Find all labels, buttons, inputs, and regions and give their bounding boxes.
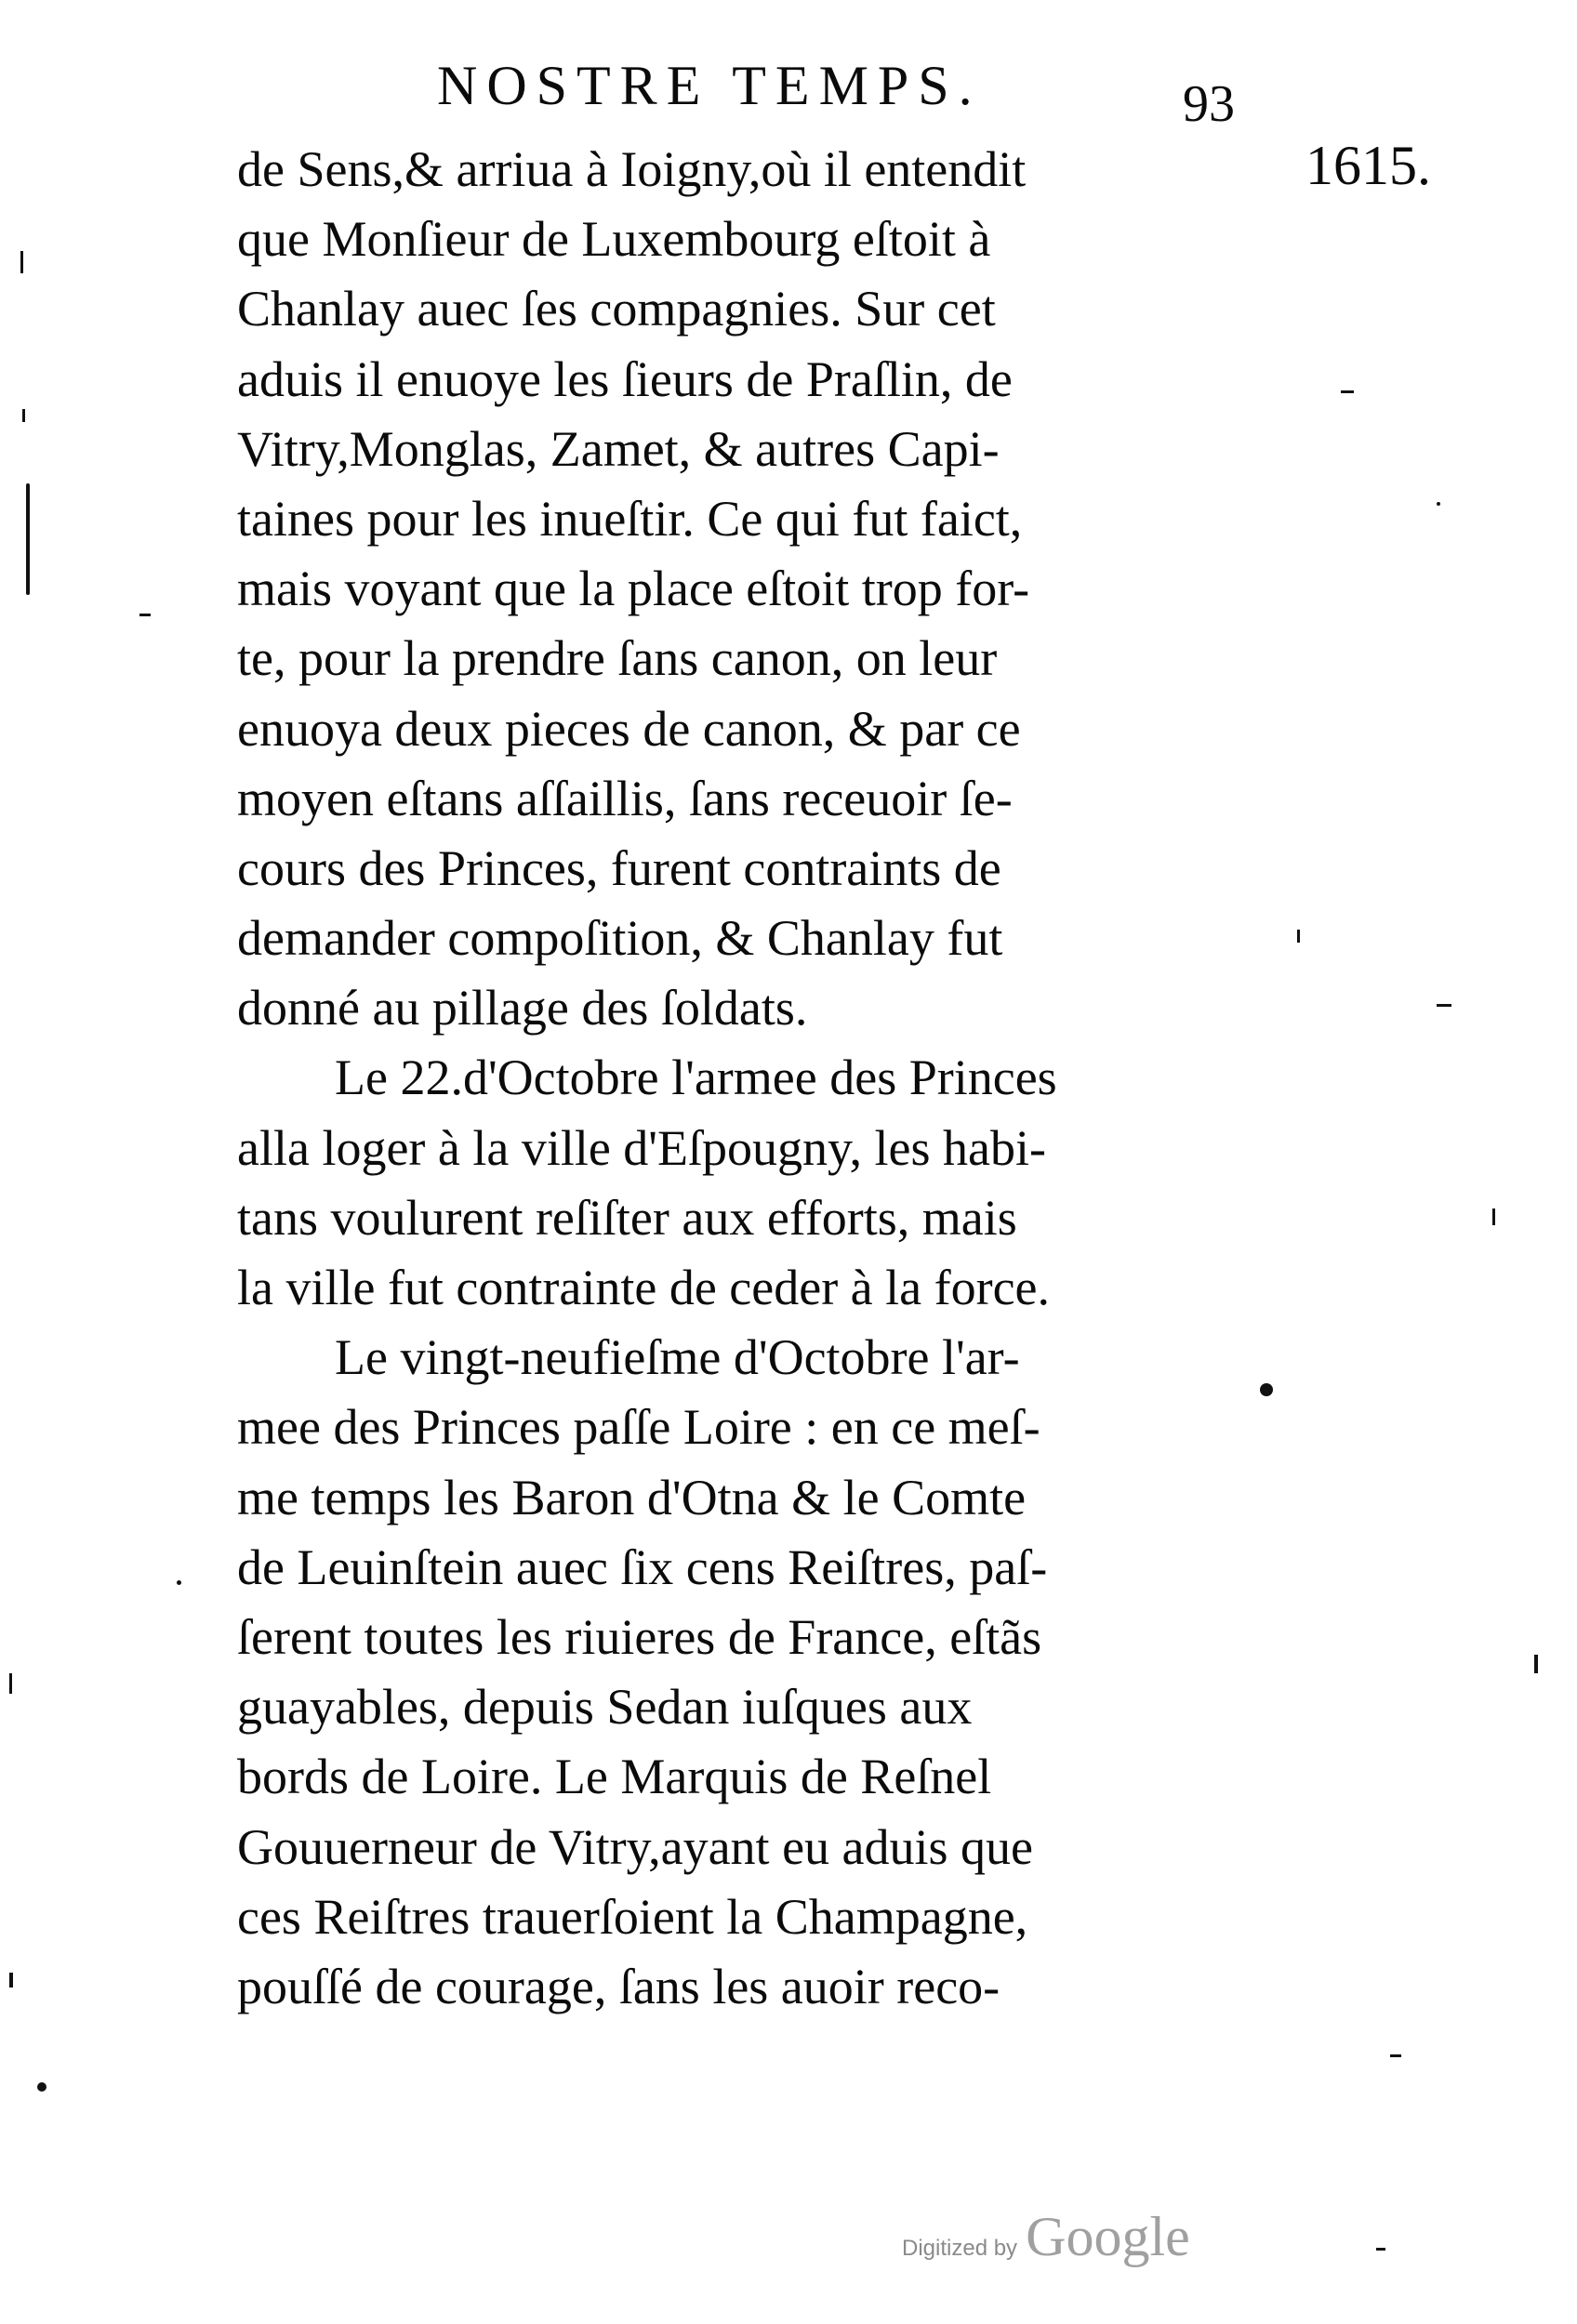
text-line: que Monſieur de Luxembourg eſtoit à — [237, 211, 991, 268]
google-logo: Google — [1026, 2206, 1190, 2267]
body-text — [237, 135, 1260, 2022]
text-line: pouſſé de courage, ſans les auoir reco- — [237, 1958, 1001, 2014]
scan-mark — [37, 2082, 46, 2092]
scan-mark — [22, 409, 25, 422]
text-line: mais voyant que la place eſtoit trop for- — [237, 561, 1030, 617]
digitized-label: Digitized by — [902, 2236, 1018, 2261]
scan-mark — [1260, 1383, 1273, 1396]
paragraph-start-line: Le vingt-neufieſme d'Octobre l'ar- — [335, 1329, 1020, 1386]
scan-mark — [1376, 2248, 1385, 2251]
text-line: te, pour la prendre ſans canon, on leur — [237, 630, 998, 687]
text-line: Chanlay auec ſes compagnies. Sur cet — [237, 281, 996, 337]
scan-mark — [1437, 502, 1440, 506]
text-line: ces Reiſtres trauerſoient la Champagne, — [237, 1888, 1028, 1945]
page-number: 93 — [1183, 75, 1235, 133]
scan-mark — [9, 1973, 13, 1987]
text-line: guayables, depuis Sedan iuſques aux — [237, 1679, 973, 1736]
text-line: moyen eſtans aſſaillis, ſans receuoir ſe- — [237, 770, 1013, 826]
text-line: la ville fut contrainte de ceder à la force. — [237, 1260, 1051, 1315]
text-line: demander compoſition, & Chanlay fut — [237, 910, 1003, 967]
text-line: tans voulurent reſiſter aux efforts, mais — [237, 1189, 1017, 1246]
text-line: bords de Loire. Le Marquis de Reſnel — [237, 1749, 992, 1805]
scan-mark — [26, 483, 30, 595]
scan-mark — [1297, 930, 1300, 943]
text-line: taines pour les inueſtir. Ce qui fut faict, — [237, 490, 1023, 547]
scan-mark — [9, 1673, 12, 1694]
text-line: cours des Princes, furent contraints de — [237, 839, 1001, 896]
scan-mark — [20, 251, 23, 273]
text-line: me temps les Baron d'Otna & le Comte — [237, 1469, 1027, 1525]
text-line: donné au pillage des ſoldats. — [237, 980, 808, 1037]
scan-mark — [1341, 390, 1354, 393]
margin-year-note: 1615. — [1305, 135, 1431, 196]
text-line: mee des Princes paſſe Loire : en ce meſ- — [237, 1399, 1040, 1456]
scan-mark — [1390, 2054, 1401, 2057]
scan-mark — [1534, 1655, 1538, 1673]
text-line: Vitry,Monglas, Zamet, & autres Capi- — [237, 420, 1000, 477]
running-head: NOSTRE TEMPS. — [437, 55, 982, 116]
scan-mark — [139, 614, 151, 616]
digitized-by-google-watermark — [902, 2205, 1218, 2279]
text-line: alla loger à la ville d'Eſpougny, les habi- — [237, 1119, 1046, 1176]
scan-mark — [1492, 1208, 1495, 1225]
text-line: Gouuerneur de Vitry,ayant eu aduis que — [237, 1818, 1033, 1875]
paragraph-start-line: Le 22.d'Octobre l'armee des Princes — [335, 1050, 1057, 1106]
text-line: aduis il enuoye les ſieurs de Praſlin, de — [237, 350, 1013, 407]
scan-mark — [1437, 1004, 1451, 1007]
text-line: de Leuinſtein auec ſix cens Reiſtres, paſ- — [237, 1538, 1048, 1595]
scan-mark — [177, 1580, 181, 1585]
text-line: ſerent toutes les riuieres de France, eſtãs — [237, 1608, 1042, 1665]
text-line: de Sens,& arriua à Ioigny,où il entendit — [237, 141, 1027, 197]
text-line: enuoya deux pieces de canon, & par ce — [237, 700, 1021, 757]
